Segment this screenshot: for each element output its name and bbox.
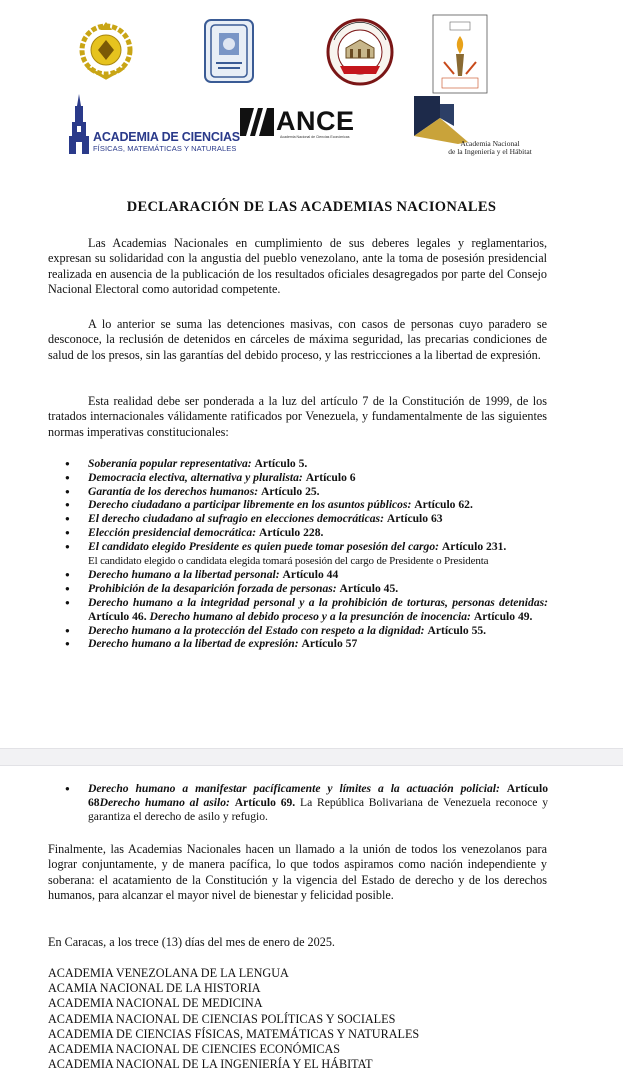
academia-ingenieria-chevron-icon <box>414 96 468 144</box>
paragraph-4 <box>48 842 547 903</box>
right-article: Artículo 6 <box>305 470 356 484</box>
right-label: Derecho humano a la libertad personal: <box>88 568 280 582</box>
academia-ingenieria-line1: Academia Nacional <box>460 139 520 148</box>
academia-fisicas-tower-icon <box>66 92 92 156</box>
academia-ingenieria-line2: de la Ingeniería y el Hábitat <box>448 147 532 156</box>
right-label: Derecho humano a la protección del Estado con respeto a la dignidad: <box>88 623 425 637</box>
list-item <box>60 637 548 651</box>
right-article-2: Artículo 49. <box>473 609 533 623</box>
paragraph-2 <box>48 317 547 363</box>
right-article: Artículo 63 <box>386 512 443 526</box>
paragraph-1-text: Las Academias Nacionales en cumplimiento de sus deberes legales y reglamentarios, expresan su solidaridad con la angustia del pueblo venezolano, ante la toma de posesión presidencial realizada en ausencia de la publicación de los resultados oficiales desagregados por parte del Consejo Nacional Electoral como autoridad competente. <box>48 236 547 296</box>
ance-logo-subtitle: Academia Nacional de Ciencias Económicas <box>280 135 350 139</box>
list-item <box>60 457 548 471</box>
list-item <box>60 596 548 624</box>
right-article: Artículo 62. <box>414 498 473 512</box>
right-article: Artículo 55. <box>427 623 487 637</box>
page-break-divider <box>0 748 623 766</box>
ance-stripes-icon <box>240 108 274 136</box>
rights-list-continued <box>60 782 548 823</box>
academia-politicas-torch-icon <box>432 14 488 94</box>
academia-lengua-emblem-icon <box>78 20 134 82</box>
list-item <box>60 498 548 512</box>
ance-logo-name: ANCE <box>276 106 355 136</box>
academia-fisicas-line1: ACADEMIA DE CIENCIAS <box>93 130 240 144</box>
right-label: Derecho ciudadano a participar libremente en los asuntos públicos: <box>88 498 412 512</box>
place-date-text: En Caracas, a los trece (13) días del mes de enero de 2025. <box>48 935 335 949</box>
paragraph-3-text: Esta realidad debe ser ponderada a la luz del artículo 7 de la Constitución de 1999, de los tratados internacionales válidamente ratificados por Venezuela, y fundamentalmente de las siguientes normas imperativas constitucionales: <box>48 394 547 439</box>
right-article: Artículo 68 <box>88 782 548 809</box>
list-item <box>60 540 548 569</box>
academia-fisicas-line2: FÍSICAS, MATEMÁTICAS Y NATURALES <box>93 144 237 153</box>
right-label: Democracia electiva, alternativa y pluralista: <box>88 470 303 484</box>
signatory: ACADEMIA NACIONAL DE CIENCIES ECONÓMICAS <box>48 1042 341 1057</box>
list-item <box>60 512 548 526</box>
right-label: El candidato elegido Presidente es quien puede tomar posesión del cargo: <box>88 539 440 553</box>
signatory: ACADEMIA DE CIENCIAS FÍSICAS, MATEMÁTICAS Y NATURALES <box>48 1026 420 1041</box>
right-label: Elección presidencial democrática: <box>88 525 257 539</box>
signatories-list <box>48 966 568 1072</box>
right-article: Artículo 57 <box>301 637 358 651</box>
right-article: Artículo 5. <box>254 457 308 470</box>
right-label-2: Derecho humano al debido proceso y a la presunción de inocencia: <box>149 609 471 623</box>
right-label: Derecho humano a manifestar pacíficamente y límites a la actuación policial: <box>88 782 500 795</box>
right-article: Artículo 25. <box>260 484 320 498</box>
right-note: El candidato elegido o candidata elegida tomará posesión del cargo de Presidente o Presidenta <box>88 554 489 567</box>
declaration-title: DECLARACIÓN DE LAS ACADEMIAS NACIONALES <box>126 199 497 215</box>
right-label: El derecho ciudadano al sufragio en elecciones democráticas: <box>88 512 384 526</box>
list-item <box>60 485 548 499</box>
right-label: Derecho humano a la integridad personal y a la prohibición de torturas, personas detenidas: <box>88 595 548 609</box>
list-item <box>60 782 548 823</box>
signatory: ACADEMIA VENEZOLANA DE LA LENGUA <box>48 966 289 980</box>
signatory: ACADEMIA NACIONAL DE CIENCIAS POLÍTICAS Y SOCIALES <box>48 1011 396 1026</box>
list-item <box>60 582 548 596</box>
paragraph-3 <box>48 394 547 440</box>
paragraph-4-text: Finalmente, las Academias Nacionales hacen un llamado a la unión de todos los venezolanos para lograr conjuntamente, y de manera pacífica, lo que todos aspiramos como nación independiente y soberana: el acatamiento de la Constitución y la vigencia del Estado de derecho y de los derechos humanos, para alcanzar el mayor nivel de bienestar y felicidad posible. <box>48 842 547 902</box>
academia-medicina-seal-icon <box>326 18 394 86</box>
right-article: Artículo 228. <box>258 525 324 539</box>
right-article: Artículo 46. <box>88 609 147 623</box>
right-label: Derecho humano a la libertad de expresión: <box>88 637 299 651</box>
list-item <box>60 624 548 638</box>
academia-historia-seal-icon <box>204 19 254 83</box>
right-article-2: Artículo 69. <box>234 795 296 809</box>
list-item <box>60 526 548 540</box>
place-date <box>48 935 547 950</box>
signatory: ACADEMIA NACIONAL DE LA INGENIERÍA Y EL HÁBITAT <box>48 1057 373 1072</box>
list-item <box>60 471 548 485</box>
list-item <box>60 568 548 582</box>
paragraph-1 <box>48 236 547 297</box>
rights-list <box>60 457 548 651</box>
right-label: Prohibición de la desaparición forzada de personas: <box>88 582 337 596</box>
right-label: Soberanía popular representativa: <box>88 457 252 470</box>
right-label-2: Derecho humano al asilo: <box>99 795 230 809</box>
signatory: ACADEMIA NACIONAL DE MEDICINA <box>48 996 263 1011</box>
right-article: Artículo 231. <box>441 539 507 553</box>
paragraph-2-text: A lo anterior se suma las detenciones masivas, con casos de personas cuyo paradero se desconoce, la reclusión de detenidos en cárceles de máxima seguridad, las precarias condiciones de salud de los presos, sin las garantías del debido proceso, y las restricciones a la libertad de expresión. <box>48 317 547 362</box>
right-article: Artículo 44 <box>282 568 339 582</box>
right-label: Garantía de los derechos humanos: <box>88 484 259 498</box>
right-note: La República Bolivariana de Venezuela reconoce y garantiza el derecho de asilo y refugio. <box>88 795 549 823</box>
signatory: ACAMIA NACIONAL DE LA HISTORIA <box>48 981 261 996</box>
right-article: Artículo 45. <box>339 582 399 596</box>
